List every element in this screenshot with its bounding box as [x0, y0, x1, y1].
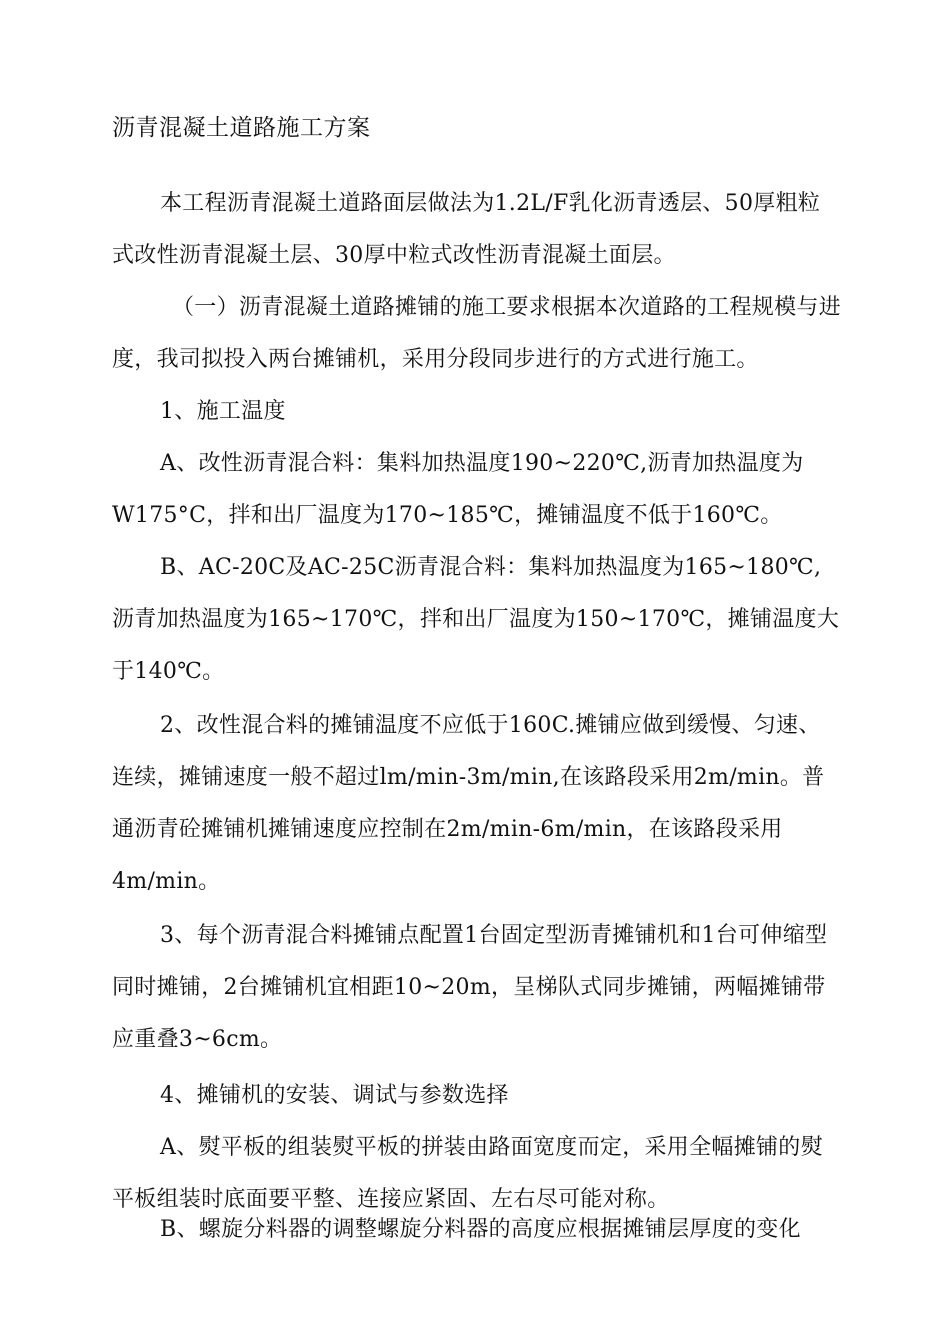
paragraph-temp-a: A、改性沥青混合料：集料加热温度190~220℃,沥青加热温度为W175°C，拌和出厂温度为170~185℃，摊铺温度不低于160℃。	[112, 451, 804, 528]
paragraph-paver-b: B、螺旋分料器的调整螺旋分料器的高度应根据摊铺层厚度的变化	[160, 1217, 801, 1242]
paragraph-section-1: （一）沥青混凝土道路摊铺的施工要求根据本次道路的工程规模与进度，我司拟投入两台摊铺机，采用分段同步进行的方式进行施工。	[112, 295, 842, 372]
paragraph-heading-paver: 4、摊铺机的安装、调试与参数选择	[160, 1083, 509, 1108]
document-title: 沥青混凝土道路施工方案	[112, 115, 371, 141]
paragraph-item-3: 3、每个沥青混合料摊铺点配置1台固定型沥青摊铺机和1台可伸缩型同时摊铺，2台摊铺机宜相距10~20m，呈梯队式同步摊铺，两幅摊铺带应重叠3~6cm。	[112, 923, 828, 1052]
paragraph-intro: 本工程沥青混凝土道路面层做法为1.2L/F乳化沥青透层、50厚粗粒式改性沥青混凝土层、30厚中粒式改性沥青混凝土面层。	[112, 191, 821, 268]
paragraph-heading-temperature: 1、施工温度	[160, 399, 286, 424]
paragraph-temp-b: B、AC-20C及AC-25C沥青混合料：集料加热温度为165~180℃,沥青加热温度为165~170℃，拌和出厂温度为150~170℃，摊铺温度大于140℃。	[112, 555, 840, 684]
paragraph-paver-a: A、熨平板的组装熨平板的拼装由路面宽度而定，采用全幅摊铺的熨平板组装时底面要平整、连接应紧固、左右尽可能对称。	[112, 1135, 823, 1212]
paragraph-item-2: 2、改性混合料的摊铺温度不应低于160C.摊铺应做到缓慢、匀速、连续，摊铺速度一般不超过lm/min-3m/min,在该路段采用2m/min。普通沥青砼摊铺机摊铺速度应控制在2m/min-6m/min，在该路段采用4m/min。	[112, 713, 825, 894]
